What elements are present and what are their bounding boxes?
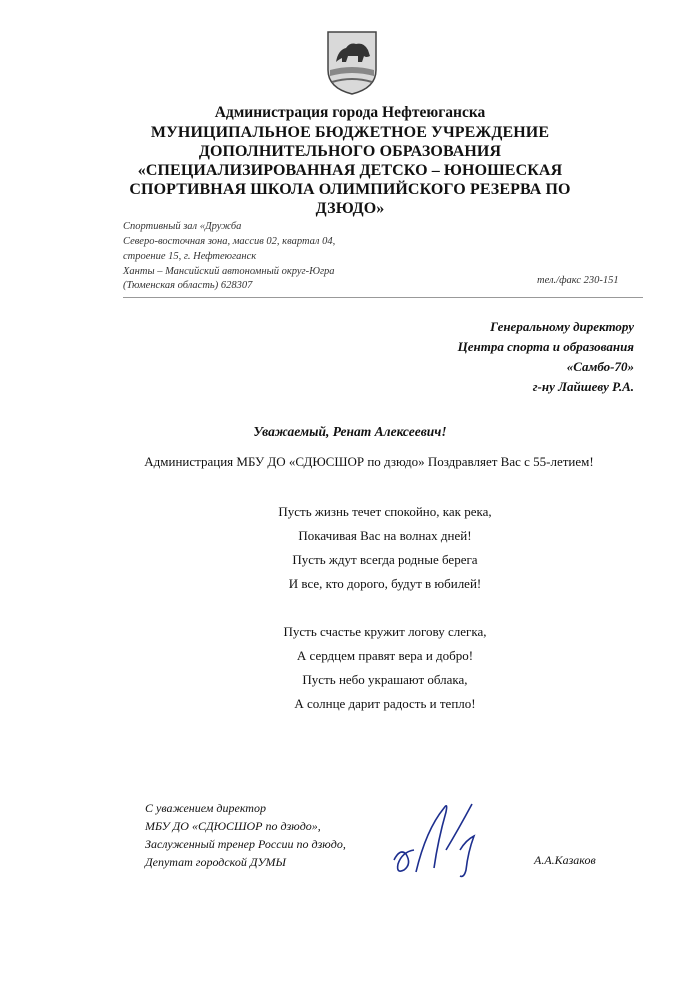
signer-name: А.А.Казаков [534, 853, 596, 867]
org-name-line: ДЗЮДО» [315, 200, 385, 217]
phone-fax: тел./факс 230-151 [537, 275, 619, 286]
org-name-line: «СПЕЦИАЛИЗИРОВАННАЯ ДЕТСКО – ЮНОШЕСКАЯ [137, 162, 563, 179]
greeting-intro: Администрация МБУ ДО «СДЮСШОР по дзюдо» Поздравляет Вас с 55-летием! [144, 454, 594, 469]
recipient-line: Генеральному директору [490, 319, 634, 334]
address-line: Ханты – Мансийский автономный округ-Югра [123, 266, 335, 277]
signature-text-line: Заслуженный тренер России по дзюдо, [145, 837, 346, 851]
recipient-line: г-ну Лайшеву Р.А. [532, 379, 634, 394]
poem-line: А солнце дарит радость и тепло! [294, 696, 476, 711]
poem-line: Пусть небо украшают облака, [302, 672, 468, 687]
handwritten-signature-icon [386, 790, 496, 880]
org-name-line: СПОРТИВНАЯ ШКОЛА ОЛИМПИЙСКОГО РЕЗЕРВА ПО [129, 181, 571, 198]
signature-text-line: МБУ ДО «СДЮСШОР по дзюдо», [145, 819, 321, 833]
org-name-line: ДОПОЛНИТЕЛЬНОГО ОБРАЗОВАНИЯ [198, 143, 502, 160]
address-line: строение 15, г. Нефтеюганск [123, 251, 257, 262]
org-name-line: МУНИЦИПАЛЬНОЕ БЮДЖЕТНОЕ УЧРЕЖДЕНИЕ [150, 124, 550, 141]
address-line: Спортивный зал «Дружба [123, 221, 242, 232]
recipient-line: «Самбо-70» [566, 359, 634, 374]
address-line: (Тюменская область) 628307 [123, 280, 253, 291]
administration-name: Администрация города Нефтеюганска [214, 104, 486, 121]
poem-line: А сердцем правят вера и добро! [296, 648, 474, 663]
salutation: Уважаемый, Ренат Алексеевич! [253, 424, 447, 439]
recipient-line: Центра спорта и образования [457, 339, 634, 354]
address-line: Северо-восточная зона, массив 02, квартал 04, [123, 236, 336, 247]
header-divider [123, 297, 643, 298]
signature-text-line: С уважением директор [145, 801, 266, 815]
coat-of-arms-icon [326, 30, 378, 96]
poem-line: Пусть ждут всегда родные берега [292, 552, 478, 567]
poem-line: Покачивая Вас на волнах дней! [298, 528, 472, 543]
signature-text-line: Депутат городской ДУМЫ [145, 855, 287, 869]
poem-line: И все, кто дорого, будут в юбилей! [288, 576, 482, 591]
poem-line: Пусть жизнь течет спокойно, как река, [278, 504, 492, 519]
poem-line: Пусть счастье кружит логову слегка, [283, 624, 487, 639]
